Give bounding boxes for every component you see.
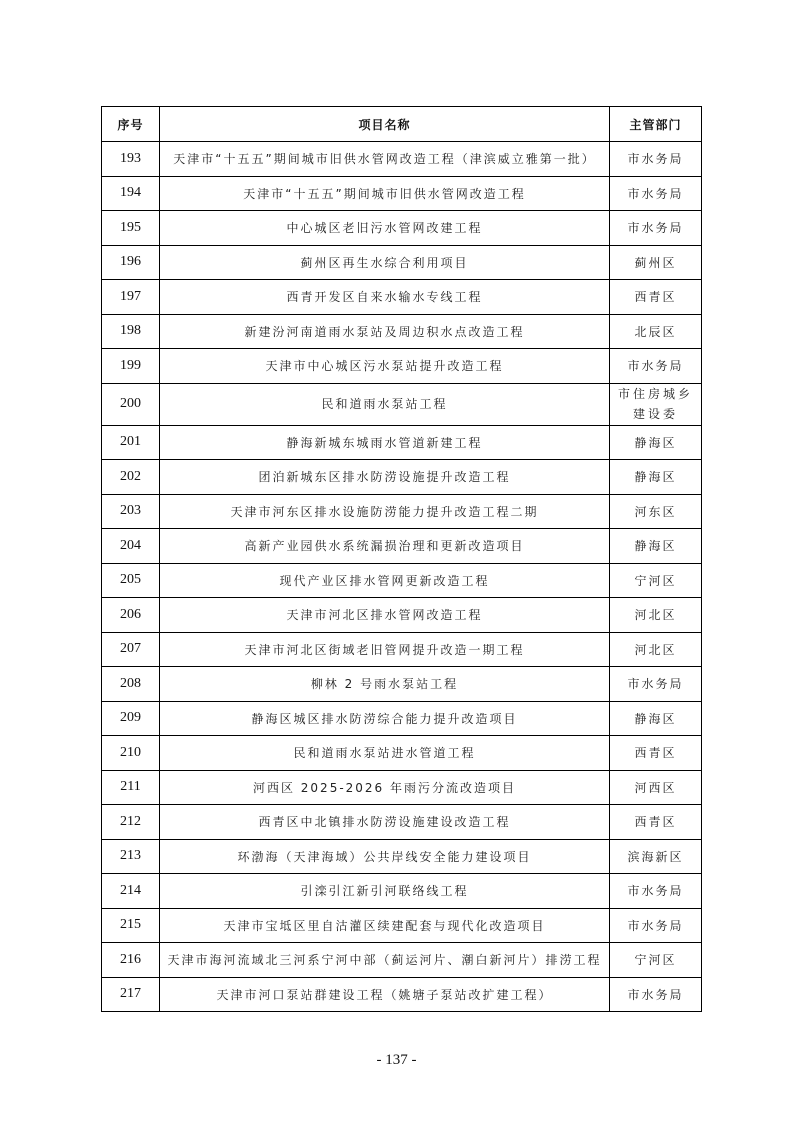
project-name: 天津市中心城区污水泵站提升改造工程 <box>160 349 610 384</box>
table-row <box>102 598 702 633</box>
row-number: 215 <box>102 908 160 943</box>
row-number: 200 <box>102 383 160 425</box>
project-name: 民和道雨水泵站工程 <box>160 383 610 425</box>
row-number: 207 <box>102 632 160 667</box>
department: 宁河区 <box>610 943 702 978</box>
department: 市水务局 <box>610 874 702 909</box>
project-name: 西青开发区自来水输水专线工程 <box>160 280 610 315</box>
row-number: 209 <box>102 701 160 736</box>
project-name: 团泊新城东区排水防涝设施提升改造工程 <box>160 460 610 495</box>
table-row <box>102 977 702 1012</box>
row-number: 208 <box>102 667 160 702</box>
department: 滨海新区 <box>610 839 702 874</box>
table-row <box>102 770 702 805</box>
department: 西青区 <box>610 280 702 315</box>
department: 市水务局 <box>610 176 702 211</box>
project-name: 蓟州区再生水综合利用项目 <box>160 245 610 280</box>
project-name: 柳林 2 号雨水泵站工程 <box>160 667 610 702</box>
department: 河东区 <box>610 494 702 529</box>
row-number: 211 <box>102 770 160 805</box>
row-number: 210 <box>102 736 160 771</box>
page-number: - 137 - <box>376 1052 417 1068</box>
row-number: 198 <box>102 314 160 349</box>
row-number: 193 <box>102 142 160 177</box>
department: 市水务局 <box>610 211 702 246</box>
table-row <box>102 349 702 384</box>
department: 市水务局 <box>610 977 702 1012</box>
department: 市水务局 <box>610 908 702 943</box>
table-row <box>102 142 702 177</box>
department: 市水务局 <box>610 667 702 702</box>
department: 静海区 <box>610 701 702 736</box>
table-row <box>102 839 702 874</box>
table-row <box>102 632 702 667</box>
project-table <box>101 106 702 1012</box>
project-name: 中心城区老旧污水管网改建工程 <box>160 211 610 246</box>
department: 市水务局 <box>610 142 702 177</box>
project-name: 新建汾河南道雨水泵站及周边积水点改造工程 <box>160 314 610 349</box>
row-number: 203 <box>102 494 160 529</box>
department: 蓟州区 <box>610 245 702 280</box>
row-number: 216 <box>102 943 160 978</box>
table-row <box>102 460 702 495</box>
table-row <box>102 176 702 211</box>
row-number: 212 <box>102 805 160 840</box>
row-number: 204 <box>102 529 160 564</box>
project-name: 西青区中北镇排水防涝设施建设改造工程 <box>160 805 610 840</box>
project-name: 高新产业园供水系统漏损治理和更新改造项目 <box>160 529 610 564</box>
project-name: 引滦引江新引河联络线工程 <box>160 874 610 909</box>
project-name: 河西区 2025-2026 年雨污分流改造项目 <box>160 770 610 805</box>
row-number: 195 <box>102 211 160 246</box>
department: 北辰区 <box>610 314 702 349</box>
department: 西青区 <box>610 805 702 840</box>
department: 西青区 <box>610 736 702 771</box>
department: 河北区 <box>610 632 702 667</box>
table-row <box>102 425 702 460</box>
project-name: 民和道雨水泵站进水管道工程 <box>160 736 610 771</box>
table-row <box>102 908 702 943</box>
table-row <box>102 805 702 840</box>
project-name: 现代产业区排水管网更新改造工程 <box>160 563 610 598</box>
row-number: 194 <box>102 176 160 211</box>
department: 静海区 <box>610 460 702 495</box>
table-row <box>102 736 702 771</box>
table-row <box>102 211 702 246</box>
table-row <box>102 494 702 529</box>
project-name: 静海新城东城雨水管道新建工程 <box>160 425 610 460</box>
department: 市水务局 <box>610 349 702 384</box>
table-row <box>102 529 702 564</box>
department: 静海区 <box>610 425 702 460</box>
row-number: 214 <box>102 874 160 909</box>
table-row <box>102 314 702 349</box>
row-number: 202 <box>102 460 160 495</box>
table-row <box>102 563 702 598</box>
header-department: 主管部门 <box>610 107 702 142</box>
table-row <box>102 245 702 280</box>
row-number: 206 <box>102 598 160 633</box>
project-name: 天津市“十五五”期间城市旧供水管网改造工程 <box>160 176 610 211</box>
row-number: 199 <box>102 349 160 384</box>
department: 河北区 <box>610 598 702 633</box>
row-number: 201 <box>102 425 160 460</box>
department: 河西区 <box>610 770 702 805</box>
table-row <box>102 874 702 909</box>
project-name: 静海区城区排水防涝综合能力提升改造项目 <box>160 701 610 736</box>
table-row <box>102 701 702 736</box>
project-name: 天津市河东区排水设施防涝能力提升改造工程二期 <box>160 494 610 529</box>
project-name: 天津市海河流域北三河系宁河中部（蓟运河片、潮白新河片）排涝工程 <box>160 943 610 978</box>
department: 静海区 <box>610 529 702 564</box>
row-number: 196 <box>102 245 160 280</box>
row-number: 197 <box>102 280 160 315</box>
table-row <box>102 383 702 425</box>
project-name: 天津市河口泵站群建设工程（姚塘子泵站改扩建工程） <box>160 977 610 1012</box>
table-row <box>102 667 702 702</box>
project-name: 天津市河北区街域老旧管网提升改造一期工程 <box>160 632 610 667</box>
department: 市住房城乡 建设委 <box>610 383 702 425</box>
table-row <box>102 280 702 315</box>
project-name: 环渤海（天津海域）公共岸线安全能力建设项目 <box>160 839 610 874</box>
project-name: 天津市宝坻区里自沽灌区续建配套与现代化改造项目 <box>160 908 610 943</box>
project-name: 天津市河北区排水管网改造工程 <box>160 598 610 633</box>
header-project-name: 项目名称 <box>160 107 610 142</box>
row-number: 217 <box>102 977 160 1012</box>
table-row <box>102 943 702 978</box>
header-number: 序号 <box>102 107 160 142</box>
table-header-row <box>102 107 702 142</box>
row-number: 205 <box>102 563 160 598</box>
row-number: 213 <box>102 839 160 874</box>
project-name: 天津市“十五五”期间城市旧供水管网改造工程（津滨威立雅第一批） <box>160 142 610 177</box>
department: 宁河区 <box>610 563 702 598</box>
